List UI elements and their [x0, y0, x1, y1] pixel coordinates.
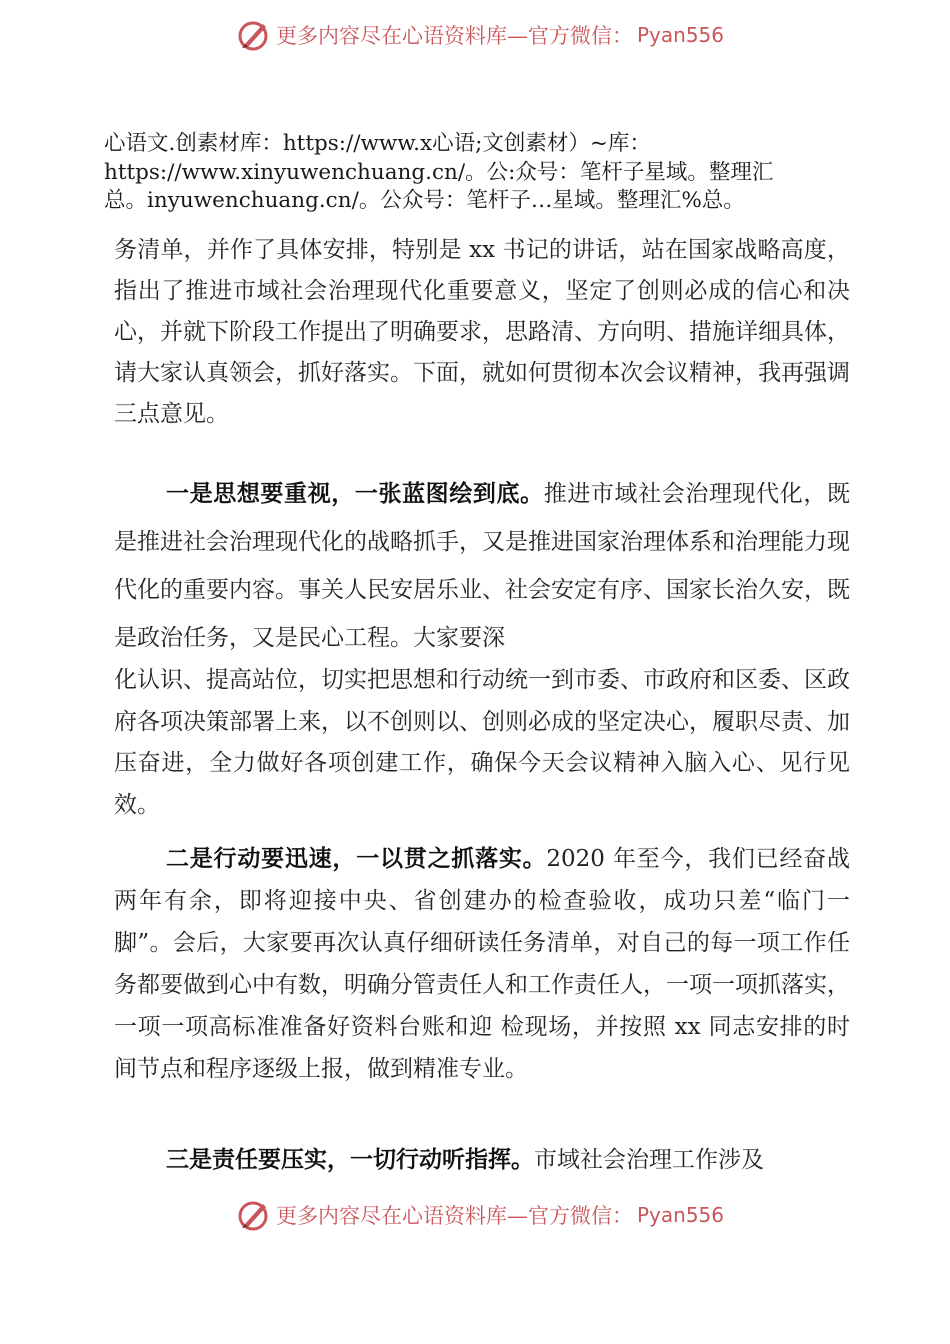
- point-two-heading: 二是行动要迅速，一以贯之抓落实。: [166, 846, 547, 872]
- pen-seal-logo-icon: [236, 1197, 272, 1233]
- source-line: https://www.xinyuwenchuang.cn/。公:众号：笔杆子星域。整理汇: [104, 159, 774, 185]
- point-one-text: 推进市域社会治理现代化，既是推进社会治理现代化的战略抓手，又是推进国家治理体系和治理能力现代化的重要内容。事关人民安居乐业、社会安定有序、国家长治久安，既是政治任务，又是民心工程。大家要深: [114, 481, 851, 651]
- point-three-text: 市域社会治理工作涉及: [534, 1147, 764, 1173]
- source-info-block: [104, 130, 864, 216]
- point-three-heading: 三是责任要压实，一切行动听指挥。: [166, 1147, 534, 1173]
- paragraph-point-two: [114, 838, 850, 1090]
- source-line: 总。inyuwenchuang.cn/。公众号：笔杆子…星域。整理汇%总。: [104, 188, 745, 213]
- watermark-footer: [236, 1197, 724, 1233]
- watermark-text: 更多内容尽在心语资料库—官方微信：: [276, 24, 633, 48]
- paragraph-point-one: [114, 470, 850, 662]
- watermark-account: Pyan556: [637, 1203, 725, 1227]
- point-one-heading: 一是思想要重视，一张蓝图绘到底。: [166, 481, 544, 507]
- pen-seal-logo-icon: [236, 17, 272, 53]
- watermark-text: 更多内容尽在心语资料库—官方微信：: [276, 1204, 633, 1228]
- point-two-text: 2020 年至今，我们已经奋战两年有余，即将迎接中央、省创建办的检查验收，成功只差“临门一脚”。会后，大家要再次认真仔细研读任务清单，对自己的每一项工作任务都要做到心中有数，明确分管责任人和工作责任人，一项一项抓落实，一项一项高标准准备好资料台账和迎 检现场，并按照 xx 同志安排的时间节点和程序逐级上报，做到精准专业。: [114, 846, 850, 1082]
- watermark-header: [236, 17, 724, 53]
- paragraph-point-one-continued: 化认识、提高站位，切实把思想和行动统一到市委、市政府和区委、区政府各项决策部署上来，以不创则以、创则必成的坚定决心，履职尽责、加压奋进，全力做好各项创建工作，确保今天会议精神入脑入心、见行见效。: [114, 667, 850, 818]
- paragraph-point-three: [114, 1140, 850, 1180]
- source-line: 心语文.创素材库：https://www.x心语;文创素材）~库：: [104, 131, 651, 156]
- watermark-account: Pyan556: [637, 23, 725, 47]
- paragraph-intro: 务清单，并作了具体安排，特别是 xx 书记的讲话，站在国家战略高度，指出了推进市域社会治理现代化重要意义，坚定了创则必成的信心和决心，并就下阶段工作提出了明确要求，思路清、方向明、措施详细具体，请大家认真领会，抓好落实。下面，就如何贯彻本次会议精神，我再强调三点意见。: [114, 237, 850, 427]
